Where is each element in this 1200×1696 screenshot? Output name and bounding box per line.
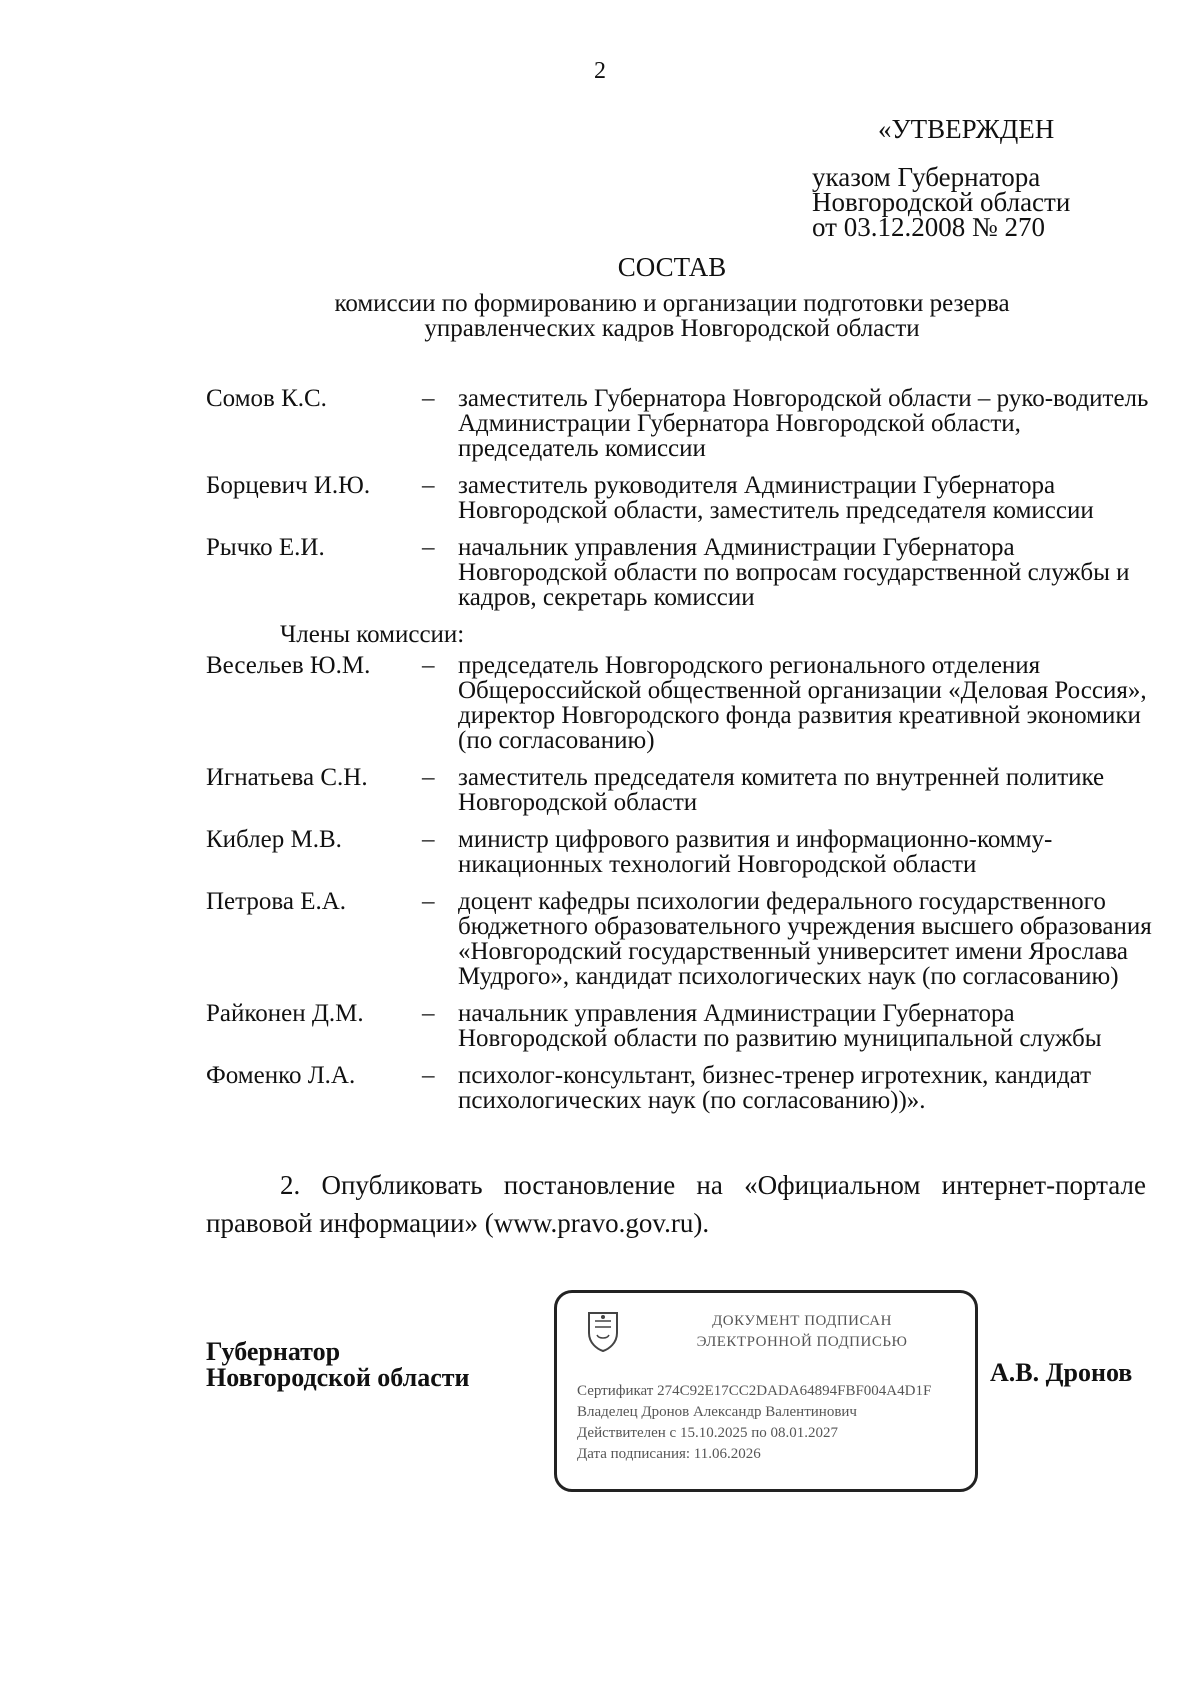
subheading-line: комиссии по формированию и организации подготовки резерва	[334, 290, 1010, 317]
dash: –	[422, 652, 435, 679]
member-role: министр цифрового развития и информационно-комму-никационных технологий Новгородской области	[458, 826, 1053, 878]
document-heading: СОСТАВ	[617, 252, 727, 282]
stamp-heading-line: ЭЛЕКТРОННОЙ ПОДПИСЬЮ	[696, 1334, 908, 1350]
member-role: психолог-консультант, бизнес-тренер игротехник, кандидат психологических наук (по согласованию))».	[458, 1062, 1092, 1114]
commission-list	[206, 386, 1166, 1125]
governor-name: А.В. Дронов	[990, 1358, 1133, 1387]
approval-date: от 03.12.2008 № 270	[812, 212, 1045, 242]
member-name: Игнатьева С.Н.	[206, 764, 368, 791]
members-title: Члены комиссии:	[280, 621, 465, 648]
publish-paragraph: 2. Опубликовать постановление на «Официальном интернет-портале правовой информации» (www.pravo.gov.ru).	[206, 1170, 1146, 1238]
dash: –	[422, 764, 435, 791]
governor-title-line: Новгородской области	[206, 1363, 470, 1392]
approval-decree: указом Губернатора	[812, 162, 1041, 192]
dash: –	[422, 1062, 435, 1089]
stamp-heading	[637, 1311, 967, 1353]
list-item	[206, 765, 1166, 815]
approval-region: Новгородской области	[812, 187, 1071, 217]
list-item	[206, 1001, 1166, 1051]
stamp-details	[577, 1381, 931, 1465]
member-role: начальник управления Администрации Губернатора Новгородской области по развитию муниципальной службы	[458, 1000, 1102, 1052]
member-name: Киблер М.В.	[206, 826, 342, 853]
approval-title: «УТВЕРЖДЕН	[878, 114, 1055, 144]
signature-stamp	[554, 1290, 978, 1492]
approval-block	[812, 116, 1070, 240]
dash: –	[422, 826, 435, 853]
stamp-valid: Действителен с 15.10.2025 по 08.01.2027	[577, 1425, 838, 1441]
member-name: Сомов К.С.	[206, 385, 327, 412]
member-role: заместитель председателя комитета по внутренней политике Новгородской области	[458, 764, 1105, 816]
list-item	[206, 535, 1166, 610]
subheading-line: управленческих кадров Новгородской области	[424, 315, 920, 342]
dash: –	[422, 1000, 435, 1027]
member-name: Петрова Е.А.	[206, 888, 347, 915]
governor-title	[206, 1339, 470, 1391]
page-number: 2	[594, 58, 606, 84]
member-role: председатель Новгородского регионального отделения Общероссийской общественной организации «Деловая Россия», директор Новгородского фонда развития креативной экономики (по согласованию)	[458, 652, 1147, 754]
dash: –	[422, 888, 435, 915]
dash: –	[422, 472, 435, 499]
list-item	[206, 473, 1166, 523]
stamp-certificate: Сертификат 274C92E17CC2DADA64894FBF004A4D1F	[577, 1383, 932, 1399]
governor-title-line: Губернатор	[206, 1337, 341, 1366]
member-name: Весельев Ю.М.	[206, 652, 371, 679]
list-item	[206, 653, 1166, 753]
list-item	[206, 827, 1166, 877]
member-role: начальник управления Администрации Губернатора Новгородской области по вопросам государственной службы и кадров, секретарь комиссии	[458, 534, 1130, 611]
member-name: Фоменко Л.А.	[206, 1062, 356, 1089]
document-subheading	[0, 291, 1200, 341]
member-role: заместитель Губернатора Новгородской области – руко-водитель Администрации Губернатора Новгородской области, председатель комиссии	[458, 385, 1149, 462]
dash: –	[422, 534, 435, 561]
stamp-heading-line: ДОКУМЕНТ ПОДПИСАН	[712, 1313, 892, 1329]
coat-of-arms-icon	[585, 1309, 621, 1353]
stamp-owner: Владелец Дронов Александр Валентинович	[577, 1404, 857, 1420]
member-role: доцент кафедры психологии федерального государственного бюджетного образовательного учреждения высшего образования «Новгородский государственный университет имени Ярослава Мудрого», кандидат психологических наук (по согласованию)	[458, 888, 1152, 990]
member-name: Райконен Д.М.	[206, 1000, 364, 1027]
member-name: Рычко Е.И.	[206, 534, 325, 561]
member-name: Борцевич И.Ю.	[206, 472, 371, 499]
list-item	[206, 889, 1166, 989]
dash: –	[422, 385, 435, 412]
list-item	[206, 1063, 1166, 1113]
member-role: заместитель руководителя Администрации Губернатора Новгородской области, заместитель председателя комиссии	[458, 472, 1094, 524]
list-item	[206, 386, 1166, 461]
stamp-signed-date: Дата подписания: 11.06.2026	[577, 1446, 761, 1462]
